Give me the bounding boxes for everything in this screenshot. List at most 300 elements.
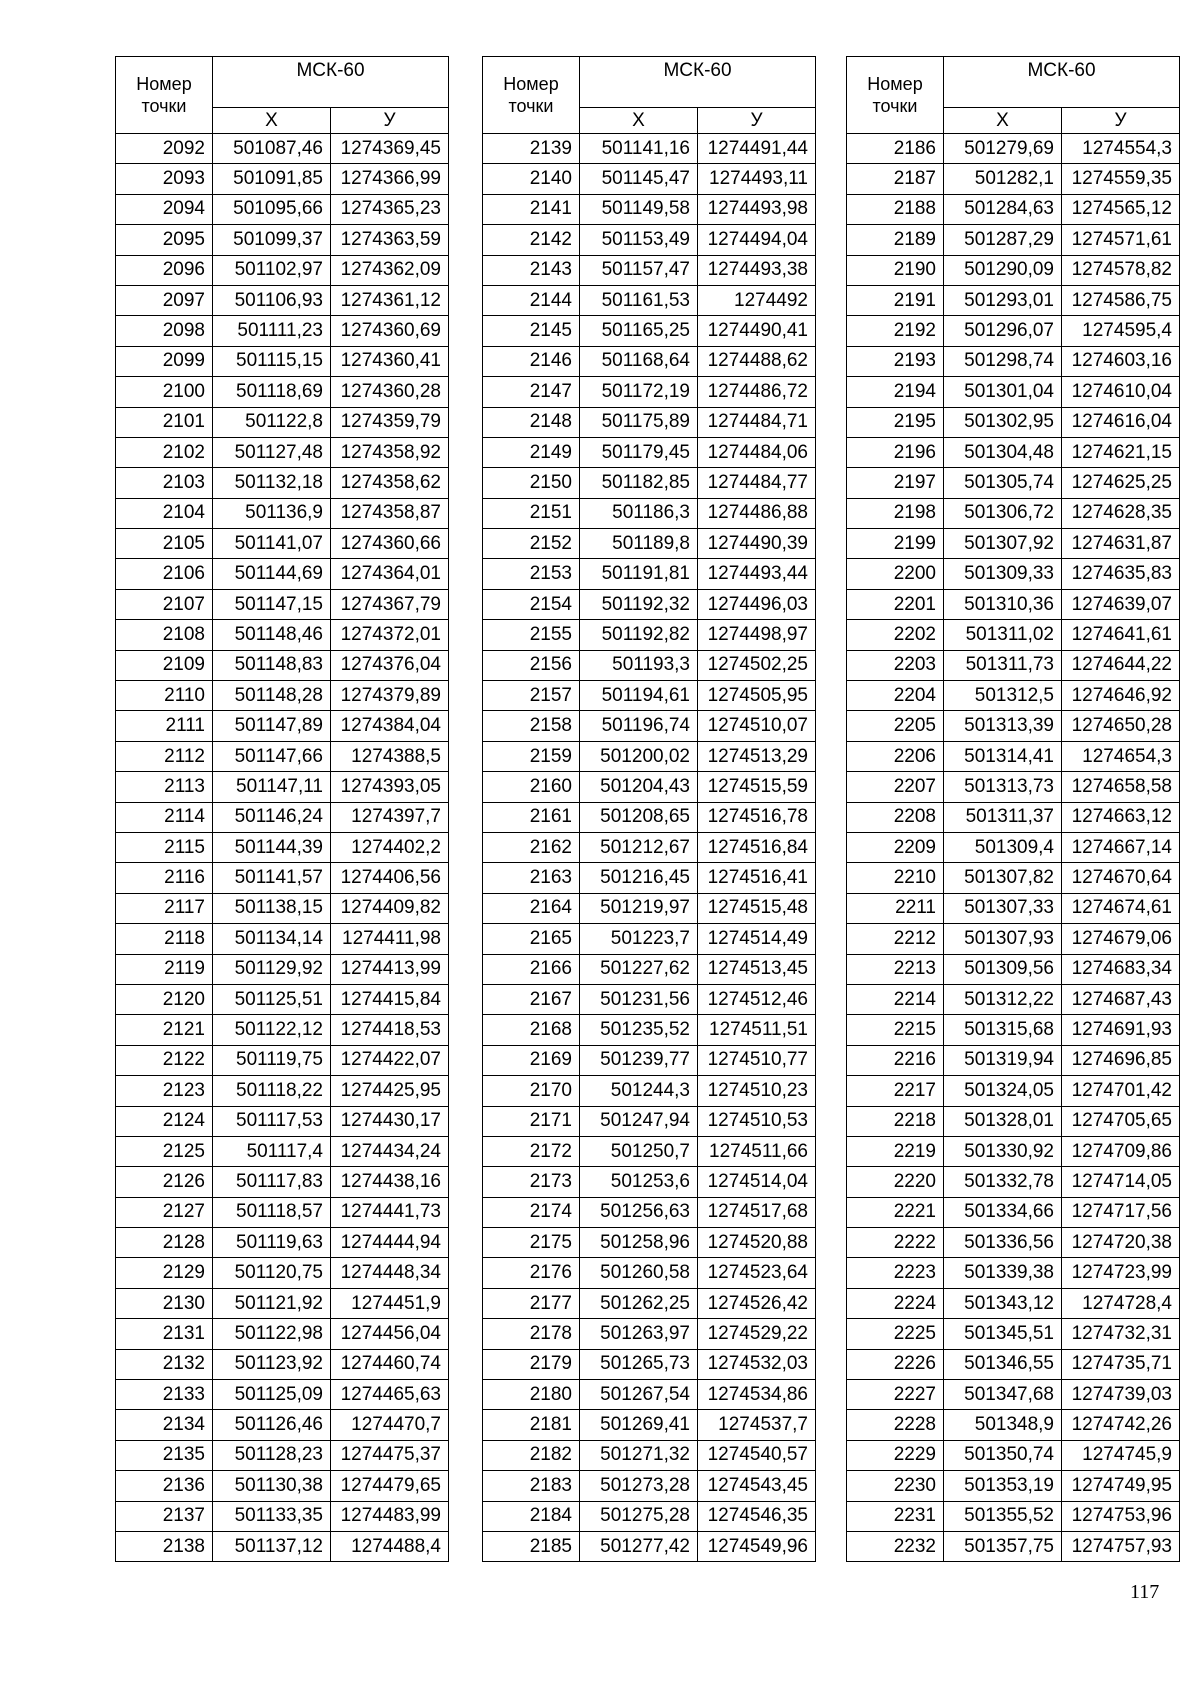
point-number-cell: 2178 [483, 1319, 580, 1349]
x-coordinate-cell: 501260,58 [580, 1258, 698, 1288]
y-coordinate-cell: 1274595,4 [1062, 316, 1180, 346]
y-coordinate-cell: 1274549,96 [698, 1531, 816, 1561]
table-row [847, 407, 1180, 437]
point-number-cell: 2217 [847, 1076, 944, 1106]
table-row [116, 437, 449, 467]
point-number-cell: 2190 [847, 255, 944, 285]
point-number-cell: 2181 [483, 1410, 580, 1440]
point-number-cell: 2169 [483, 1045, 580, 1075]
x-coordinate-cell: 501258,96 [580, 1228, 698, 1258]
x-coordinate-cell: 501106,93 [213, 285, 331, 315]
y-coordinate-cell: 1274510,07 [698, 711, 816, 741]
x-coordinate-cell: 501253,6 [580, 1167, 698, 1197]
y-coordinate-cell: 1274513,45 [698, 954, 816, 984]
y-coordinate-cell: 1274691,93 [1062, 1015, 1180, 1045]
point-number-cell: 2201 [847, 589, 944, 619]
point-number-cell: 2212 [847, 924, 944, 954]
y-coordinate-cell: 1274670,64 [1062, 863, 1180, 893]
x-coordinate-cell: 501141,07 [213, 529, 331, 559]
point-number-cell: 2151 [483, 498, 580, 528]
table-row [483, 589, 816, 619]
point-number-cell: 2171 [483, 1106, 580, 1136]
x-coordinate-cell: 501147,15 [213, 589, 331, 619]
y-coordinate-cell: 1274701,42 [1062, 1076, 1180, 1106]
y-coordinate-cell: 1274510,53 [698, 1106, 816, 1136]
point-number-cell: 2093 [116, 164, 213, 194]
y-coordinate-cell: 1274516,78 [698, 802, 816, 832]
point-number-cell: 2123 [116, 1076, 213, 1106]
point-number-cell: 2152 [483, 529, 580, 559]
point-number-cell: 2211 [847, 893, 944, 923]
table-row [483, 924, 816, 954]
y-coordinate-cell: 1274679,06 [1062, 924, 1180, 954]
x-coordinate-cell: 501132,18 [213, 468, 331, 498]
point-number-cell: 2145 [483, 316, 580, 346]
x-coordinate-cell: 501117,53 [213, 1106, 331, 1136]
point-number-cell: 2229 [847, 1440, 944, 1470]
table-row [847, 377, 1180, 407]
point-number-cell: 2106 [116, 559, 213, 589]
table-row [116, 1531, 449, 1561]
x-coordinate-cell: 501144,69 [213, 559, 331, 589]
x-coordinate-cell: 501147,89 [213, 711, 331, 741]
table-row [116, 1015, 449, 1045]
table-row [116, 1380, 449, 1410]
y-coordinate-cell: 1274493,11 [698, 164, 816, 194]
table-row [483, 954, 816, 984]
y-coordinate-cell: 1274696,85 [1062, 1045, 1180, 1075]
y-coordinate-cell: 1274543,45 [698, 1471, 816, 1501]
x-coordinate-cell: 501302,95 [944, 407, 1062, 437]
table-row [116, 468, 449, 498]
y-coordinate-cell: 1274491,44 [698, 134, 816, 164]
table-row [116, 134, 449, 164]
y-coordinate-cell: 1274402,2 [331, 832, 449, 862]
y-coordinate-cell: 1274520,88 [698, 1228, 816, 1258]
y-coordinate-cell: 1274705,65 [1062, 1106, 1180, 1136]
table-row [483, 285, 816, 315]
coordinates-table-1 [115, 56, 449, 1562]
y-coordinate-cell: 1274749,95 [1062, 1471, 1180, 1501]
x-coordinate-cell: 501127,48 [213, 437, 331, 467]
x-coordinate-cell: 501227,62 [580, 954, 698, 984]
point-number-cell: 2155 [483, 620, 580, 650]
x-coordinate-cell: 501125,51 [213, 984, 331, 1014]
table-row [847, 1228, 1180, 1258]
x-coordinate-cell: 501282,1 [944, 164, 1062, 194]
y-coordinate-cell: 1274359,79 [331, 407, 449, 437]
x-coordinate-cell: 501117,83 [213, 1167, 331, 1197]
x-coordinate-cell: 501346,55 [944, 1349, 1062, 1379]
y-coordinate-cell: 1274621,15 [1062, 437, 1180, 467]
point-number-cell: 2231 [847, 1501, 944, 1531]
table-row [483, 1045, 816, 1075]
y-coordinate-cell: 1274526,42 [698, 1288, 816, 1318]
y-coordinate-cell: 1274490,39 [698, 529, 816, 559]
point-number-cell: 2147 [483, 377, 580, 407]
x-coordinate-cell: 501256,63 [580, 1197, 698, 1227]
point-number-cell: 2126 [116, 1167, 213, 1197]
table-row [847, 1015, 1180, 1045]
x-coordinate-cell: 501306,72 [944, 498, 1062, 528]
y-coordinate-cell: 1274388,5 [331, 741, 449, 771]
x-coordinate-cell: 501311,73 [944, 650, 1062, 680]
table-row [847, 832, 1180, 862]
point-number-cell: 2210 [847, 863, 944, 893]
table-row [483, 1076, 816, 1106]
table-row [483, 407, 816, 437]
point-number-cell: 2130 [116, 1288, 213, 1318]
y-coordinate-cell: 1274488,4 [331, 1531, 449, 1561]
table-row [116, 498, 449, 528]
y-coordinate-cell: 1274397,7 [331, 802, 449, 832]
y-coordinate-cell: 1274546,35 [698, 1501, 816, 1531]
x-coordinate-cell: 501350,74 [944, 1440, 1062, 1470]
point-number-cell: 2164 [483, 893, 580, 923]
coordinate-system-header: МСК-60 [580, 57, 816, 108]
x-coordinate-cell: 501130,38 [213, 1471, 331, 1501]
y-coordinate-cell: 1274486,72 [698, 377, 816, 407]
table-row [483, 772, 816, 802]
point-number-cell: 2191 [847, 285, 944, 315]
table-row [483, 194, 816, 224]
point-number-header: Номер точки [116, 57, 213, 134]
y-coordinate-cell: 1274456,04 [331, 1319, 449, 1349]
table-row [116, 1106, 449, 1136]
point-number-cell: 2100 [116, 377, 213, 407]
y-coordinate-cell: 1274411,98 [331, 924, 449, 954]
x-coordinate-cell: 501223,7 [580, 924, 698, 954]
y-coordinate-cell: 1274717,56 [1062, 1197, 1180, 1227]
table-row [483, 1531, 816, 1561]
point-number-cell: 2104 [116, 498, 213, 528]
point-number-cell: 2143 [483, 255, 580, 285]
y-coordinate-cell: 1274413,99 [331, 954, 449, 984]
x-coordinate-cell: 501134,14 [213, 924, 331, 954]
point-number-cell: 2148 [483, 407, 580, 437]
table-row [116, 1167, 449, 1197]
table-row [483, 893, 816, 923]
y-coordinate-cell: 1274742,26 [1062, 1410, 1180, 1440]
y-coordinate-cell: 1274513,29 [698, 741, 816, 771]
y-coordinate-cell: 1274610,04 [1062, 377, 1180, 407]
table-row [847, 1288, 1180, 1318]
x-coordinate-cell: 501120,75 [213, 1258, 331, 1288]
x-coordinate-cell: 501273,28 [580, 1471, 698, 1501]
x-coordinate-cell: 501204,43 [580, 772, 698, 802]
x-coordinate-cell: 501148,28 [213, 681, 331, 711]
y-coordinate-cell: 1274523,64 [698, 1258, 816, 1288]
table-row [483, 711, 816, 741]
point-number-cell: 2117 [116, 893, 213, 923]
y-coordinate-cell: 1274465,63 [331, 1380, 449, 1410]
point-number-cell: 2107 [116, 589, 213, 619]
y-coordinate-cell: 1274493,44 [698, 559, 816, 589]
y-coordinate-cell: 1274565,12 [1062, 194, 1180, 224]
x-coordinate-cell: 501118,57 [213, 1197, 331, 1227]
y-coordinate-cell: 1274603,16 [1062, 346, 1180, 376]
x-coordinate-cell: 501118,22 [213, 1076, 331, 1106]
table-row [483, 468, 816, 498]
point-number-cell: 2105 [116, 529, 213, 559]
x-coordinate-cell: 501157,47 [580, 255, 698, 285]
x-coordinate-cell: 501309,4 [944, 832, 1062, 862]
x-coordinate-cell: 501343,12 [944, 1288, 1062, 1318]
x-coordinate-cell: 501298,74 [944, 346, 1062, 376]
table-row [116, 194, 449, 224]
y-coordinate-cell: 1274510,77 [698, 1045, 816, 1075]
y-coordinate-cell: 1274559,35 [1062, 164, 1180, 194]
table-row [847, 620, 1180, 650]
table-row [116, 285, 449, 315]
point-number-cell: 2219 [847, 1136, 944, 1166]
y-coordinate-cell: 1274735,71 [1062, 1349, 1180, 1379]
x-coordinate-cell: 501265,73 [580, 1349, 698, 1379]
table-row [483, 316, 816, 346]
y-column-header: У [698, 108, 816, 134]
y-coordinate-cell: 1274586,75 [1062, 285, 1180, 315]
x-coordinate-cell: 501304,48 [944, 437, 1062, 467]
y-coordinate-cell: 1274554,3 [1062, 134, 1180, 164]
table-row [116, 650, 449, 680]
table-row [116, 620, 449, 650]
table-row [483, 1319, 816, 1349]
x-coordinate-cell: 501235,52 [580, 1015, 698, 1045]
x-coordinate-cell: 501275,28 [580, 1501, 698, 1531]
y-coordinate-cell: 1274444,94 [331, 1228, 449, 1258]
y-coordinate-cell: 1274650,28 [1062, 711, 1180, 741]
y-coordinate-cell: 1274728,4 [1062, 1288, 1180, 1318]
table-row [483, 225, 816, 255]
table-row [116, 255, 449, 285]
y-coordinate-cell: 1274532,03 [698, 1349, 816, 1379]
x-coordinate-cell: 501305,74 [944, 468, 1062, 498]
x-coordinate-cell: 501355,52 [944, 1501, 1062, 1531]
y-coordinate-cell: 1274644,22 [1062, 650, 1180, 680]
table-row [116, 1258, 449, 1288]
point-number-cell: 2153 [483, 559, 580, 589]
point-number-cell: 2128 [116, 1228, 213, 1258]
y-coordinate-cell: 1274494,04 [698, 225, 816, 255]
x-coordinate-cell: 501336,56 [944, 1228, 1062, 1258]
table-row [847, 1076, 1180, 1106]
x-coordinate-cell: 501250,7 [580, 1136, 698, 1166]
point-number-cell: 2138 [116, 1531, 213, 1561]
x-coordinate-cell: 501311,02 [944, 620, 1062, 650]
table-row [847, 741, 1180, 771]
table-row [847, 1136, 1180, 1166]
x-coordinate-cell: 501122,8 [213, 407, 331, 437]
table-row [483, 984, 816, 1014]
x-coordinate-cell: 501262,25 [580, 1288, 698, 1318]
point-number-cell: 2173 [483, 1167, 580, 1197]
y-coordinate-cell: 1274415,84 [331, 984, 449, 1014]
point-number-cell: 2113 [116, 772, 213, 802]
x-coordinate-cell: 501269,41 [580, 1410, 698, 1440]
x-coordinate-cell: 501307,92 [944, 529, 1062, 559]
y-coordinate-cell: 1274367,79 [331, 589, 449, 619]
point-number-cell: 2204 [847, 681, 944, 711]
point-number-cell: 2202 [847, 620, 944, 650]
point-number-cell: 2214 [847, 984, 944, 1014]
y-coordinate-cell: 1274470,7 [331, 1410, 449, 1440]
point-number-cell: 2216 [847, 1045, 944, 1075]
y-coordinate-cell: 1274425,95 [331, 1076, 449, 1106]
x-coordinate-cell: 501172,19 [580, 377, 698, 407]
x-coordinate-cell: 501293,01 [944, 285, 1062, 315]
point-number-cell: 2119 [116, 954, 213, 984]
x-coordinate-cell: 501357,75 [944, 1531, 1062, 1561]
x-coordinate-cell: 501149,58 [580, 194, 698, 224]
x-coordinate-cell: 501193,3 [580, 650, 698, 680]
y-coordinate-cell: 1274514,04 [698, 1167, 816, 1197]
point-number-cell: 2209 [847, 832, 944, 862]
y-coordinate-cell: 1274365,23 [331, 194, 449, 224]
point-number-cell: 2189 [847, 225, 944, 255]
table-row [847, 255, 1180, 285]
y-coordinate-cell: 1274422,07 [331, 1045, 449, 1075]
x-coordinate-cell: 501186,3 [580, 498, 698, 528]
point-number-cell: 2188 [847, 194, 944, 224]
point-number-cell: 2098 [116, 316, 213, 346]
y-coordinate-cell: 1274683,34 [1062, 954, 1180, 984]
y-coordinate-cell: 1274409,82 [331, 893, 449, 923]
x-coordinate-cell: 501141,16 [580, 134, 698, 164]
x-coordinate-cell: 501153,49 [580, 225, 698, 255]
point-number-cell: 2159 [483, 741, 580, 771]
table-row [847, 1501, 1180, 1531]
point-number-cell: 2228 [847, 1410, 944, 1440]
y-coordinate-cell: 1274479,65 [331, 1471, 449, 1501]
x-coordinate-cell: 501191,81 [580, 559, 698, 589]
point-number-cell: 2133 [116, 1380, 213, 1410]
y-coordinate-cell: 1274448,34 [331, 1258, 449, 1288]
point-number-cell: 2200 [847, 559, 944, 589]
table-row [847, 559, 1180, 589]
point-number-cell: 2187 [847, 164, 944, 194]
x-coordinate-cell: 501119,63 [213, 1228, 331, 1258]
x-column-header: Х [213, 108, 331, 134]
y-coordinate-cell: 1274753,96 [1062, 1501, 1180, 1531]
point-number-cell: 2158 [483, 711, 580, 741]
x-coordinate-cell: 501231,56 [580, 984, 698, 1014]
table-row [483, 1471, 816, 1501]
y-coordinate-cell: 1274635,83 [1062, 559, 1180, 589]
point-number-cell: 2220 [847, 1167, 944, 1197]
table-row [847, 285, 1180, 315]
y-coordinate-cell: 1274757,93 [1062, 1531, 1180, 1561]
point-number-cell: 2197 [847, 468, 944, 498]
y-coordinate-cell: 1274438,16 [331, 1167, 449, 1197]
y-coordinate-cell: 1274490,41 [698, 316, 816, 346]
y-coordinate-cell: 1274358,87 [331, 498, 449, 528]
table-row [483, 1197, 816, 1227]
x-coordinate-cell: 501194,61 [580, 681, 698, 711]
table-row [483, 377, 816, 407]
y-coordinate-cell: 1274434,24 [331, 1136, 449, 1166]
x-coordinate-cell: 501095,66 [213, 194, 331, 224]
x-coordinate-cell: 501353,19 [944, 1471, 1062, 1501]
point-number-cell: 2121 [116, 1015, 213, 1045]
table-row [847, 772, 1180, 802]
x-coordinate-cell: 501148,46 [213, 620, 331, 650]
y-coordinate-cell: 1274369,45 [331, 134, 449, 164]
x-coordinate-cell: 501339,38 [944, 1258, 1062, 1288]
point-number-cell: 2112 [116, 741, 213, 771]
y-coordinate-cell: 1274361,12 [331, 285, 449, 315]
point-number-cell: 2163 [483, 863, 580, 893]
y-coordinate-cell: 1274430,17 [331, 1106, 449, 1136]
point-number-cell: 2096 [116, 255, 213, 285]
x-coordinate-cell: 501244,3 [580, 1076, 698, 1106]
point-number-cell: 2094 [116, 194, 213, 224]
x-coordinate-cell: 501102,97 [213, 255, 331, 285]
x-coordinate-cell: 501287,29 [944, 225, 1062, 255]
point-number-cell: 2227 [847, 1380, 944, 1410]
point-number-cell: 2215 [847, 1015, 944, 1045]
point-number-cell: 2144 [483, 285, 580, 315]
point-number-cell: 2170 [483, 1076, 580, 1106]
table-row [116, 1076, 449, 1106]
y-column-header: У [1062, 108, 1180, 134]
x-coordinate-cell: 501219,97 [580, 893, 698, 923]
table-row [483, 1136, 816, 1166]
y-coordinate-cell: 1274516,84 [698, 832, 816, 862]
point-number-cell: 2103 [116, 468, 213, 498]
table-row [847, 437, 1180, 467]
table-row [483, 1380, 816, 1410]
table-row [847, 1258, 1180, 1288]
y-coordinate-cell: 1274658,58 [1062, 772, 1180, 802]
point-number-cell: 2156 [483, 650, 580, 680]
point-number-cell: 2134 [116, 1410, 213, 1440]
x-coordinate-cell: 501313,73 [944, 772, 1062, 802]
table-row [116, 1501, 449, 1531]
point-number-cell: 2179 [483, 1349, 580, 1379]
table-row [116, 772, 449, 802]
point-number-cell: 2109 [116, 650, 213, 680]
x-coordinate-cell: 501307,33 [944, 893, 1062, 923]
point-number-cell: 2101 [116, 407, 213, 437]
y-coordinate-cell: 1274366,99 [331, 164, 449, 194]
y-coordinate-cell: 1274540,57 [698, 1440, 816, 1470]
x-coordinate-cell: 501312,22 [944, 984, 1062, 1014]
table-row [847, 711, 1180, 741]
table-row [116, 802, 449, 832]
point-number-cell: 2116 [116, 863, 213, 893]
x-coordinate-cell: 501334,66 [944, 1197, 1062, 1227]
table-row [847, 164, 1180, 194]
x-coordinate-cell: 501212,67 [580, 832, 698, 862]
x-coordinate-cell: 501129,92 [213, 954, 331, 984]
x-coordinate-cell: 501133,35 [213, 1501, 331, 1531]
x-coordinate-cell: 501147,66 [213, 741, 331, 771]
x-coordinate-cell: 501147,11 [213, 772, 331, 802]
table-row [847, 316, 1180, 346]
x-coordinate-cell: 501247,94 [580, 1106, 698, 1136]
x-coordinate-cell: 501311,37 [944, 802, 1062, 832]
table-row [483, 437, 816, 467]
x-coordinate-cell: 501182,85 [580, 468, 698, 498]
point-number-cell: 2131 [116, 1319, 213, 1349]
y-coordinate-cell: 1274384,04 [331, 711, 449, 741]
y-coordinate-cell: 1274488,62 [698, 346, 816, 376]
point-number-cell: 2198 [847, 498, 944, 528]
table-row [847, 1106, 1180, 1136]
x-coordinate-cell: 501290,09 [944, 255, 1062, 285]
table-row [847, 924, 1180, 954]
x-coordinate-cell: 501309,33 [944, 559, 1062, 589]
